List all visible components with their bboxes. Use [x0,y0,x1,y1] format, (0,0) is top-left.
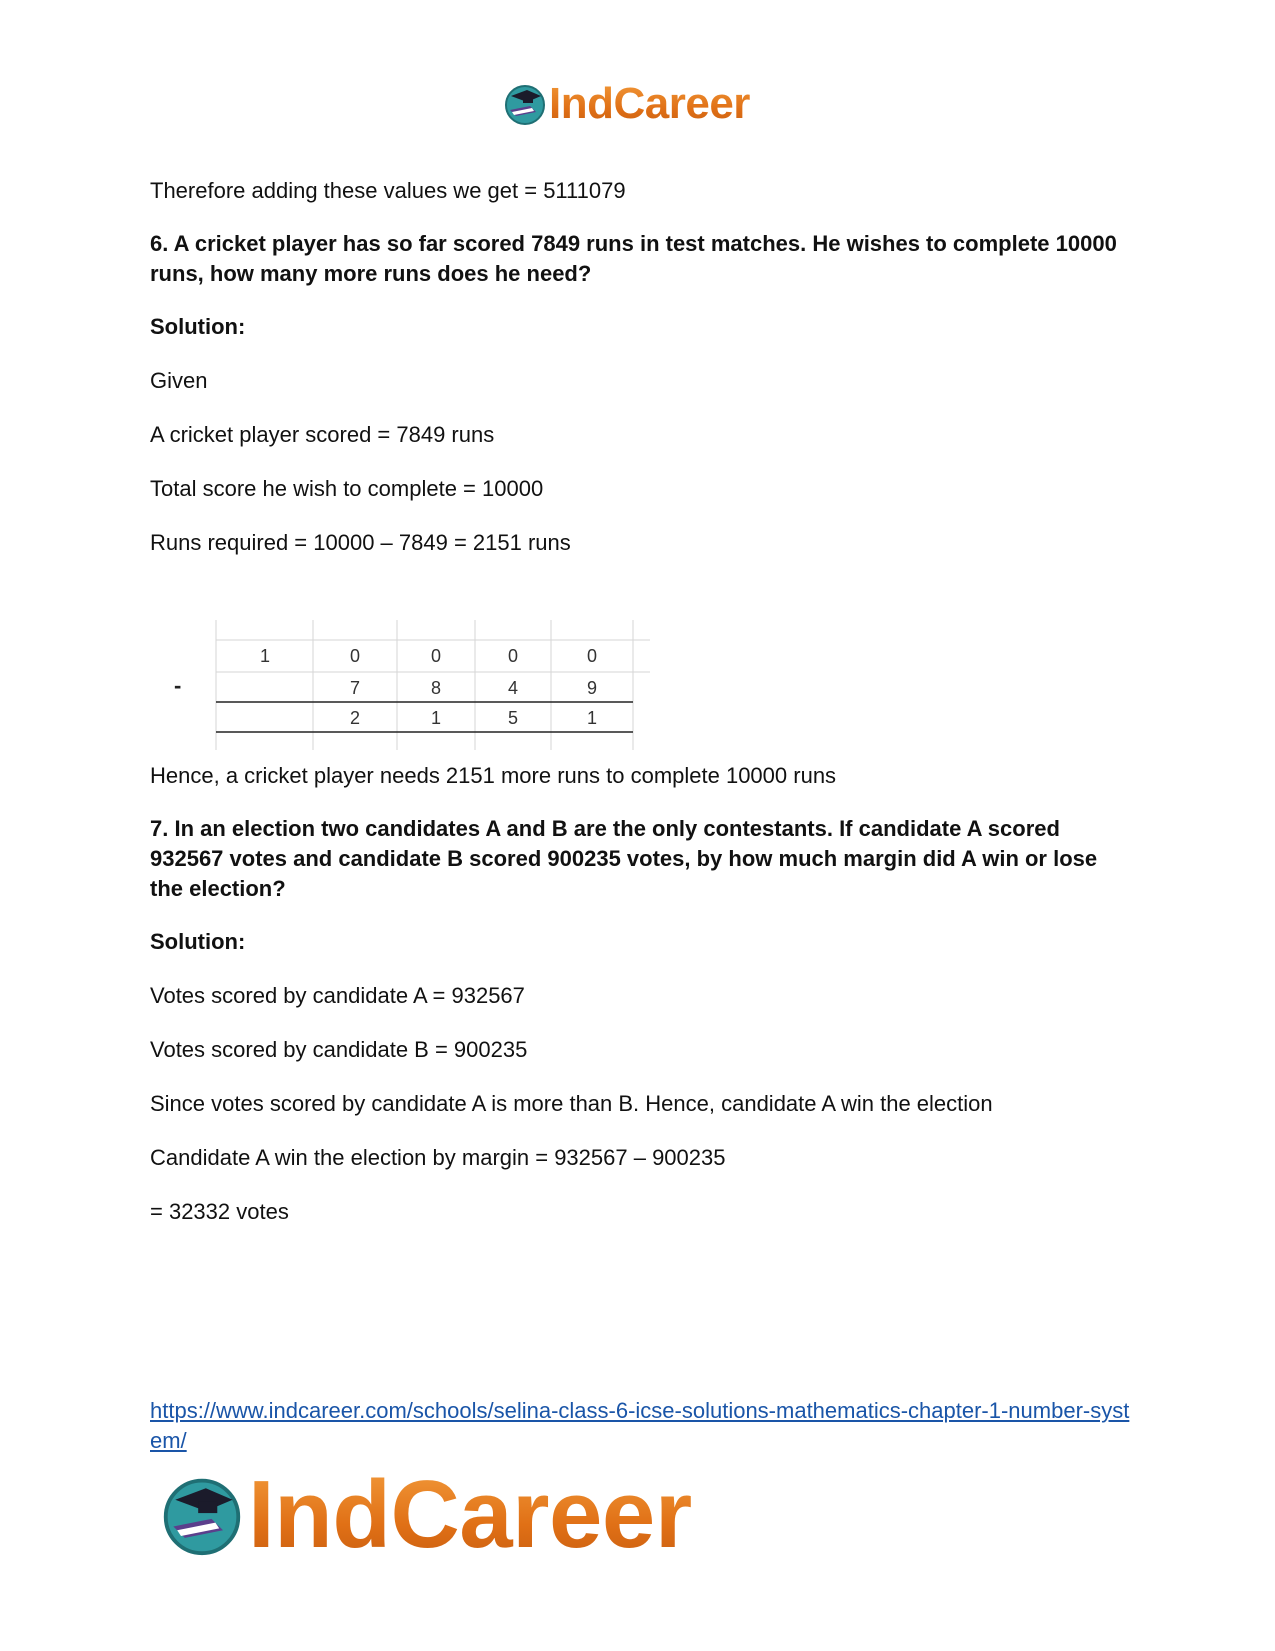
table-cell: 0 [430,646,442,666]
indcareer-logo-top [503,80,750,128]
brand-name: IndCareer [248,1461,692,1568]
table-cell: 1 [259,646,271,666]
table-cell: 9 [586,678,598,698]
table-cell: 0 [349,646,361,666]
question-6: 6. A cricket player has so far scored 7849 runs in test matches. He wishes to complete 10000 runs, how many more runs does he need? [150,231,1117,286]
solution-heading-7: Solution: [150,929,246,954]
given-label: Given [150,368,208,393]
solution-heading-6: Solution: [150,314,246,339]
votes-a-line: Votes scored by candidate A = 932567 [150,983,525,1008]
table-cell: 1 [586,708,598,728]
minus-sign: - [174,673,182,698]
sum-result-line: Therefore adding these values we get = 5111079 [150,178,626,203]
source-url-link[interactable]: https://www.indcareer.com/schools/selina-class-6-icse-solutions-mathematics-chapter-1-number-system/ [150,1398,1130,1453]
runs-required-line: Runs required = 10000 – 7849 = 2151 runs [150,530,571,555]
brand-name: IndCareer [549,79,750,128]
graduation-cap-book-globe-icon [160,1473,244,1557]
indcareer-logo-bottom [160,1461,692,1568]
since-line: Since votes scored by candidate A is more than B. Hence, candidate A win the election [150,1091,993,1116]
question-7: 7. In an election two candidates A and B are the only contestants. If candidate A scored 932567 votes and candidate B scored 900235 votes, by how much margin did A win or lose the election? [150,816,1098,901]
table-cell: 4 [507,678,519,698]
graduation-cap-book-globe-icon [503,82,547,126]
result-line: = 32332 votes [150,1199,289,1224]
table-cell: 7 [349,678,361,698]
table-cell: 0 [507,646,519,666]
votes-b-line: Votes scored by candidate B = 900235 [150,1037,528,1062]
margin-line: Candidate A win the election by margin = 932567 – 900235 [150,1145,726,1170]
table-cell: 2 [349,708,361,728]
table-cell: 1 [430,708,442,728]
table-cell: 5 [507,708,519,728]
subtraction-table [160,620,660,750]
total-score-line: Total score he wish to complete = 10000 [150,476,544,501]
table-cell: 8 [430,678,442,698]
hence-line: Hence, a cricket player needs 2151 more runs to complete 10000 runs [150,763,837,788]
table-cell: 0 [586,646,598,666]
player-scored-line: A cricket player scored = 7849 runs [150,422,495,447]
